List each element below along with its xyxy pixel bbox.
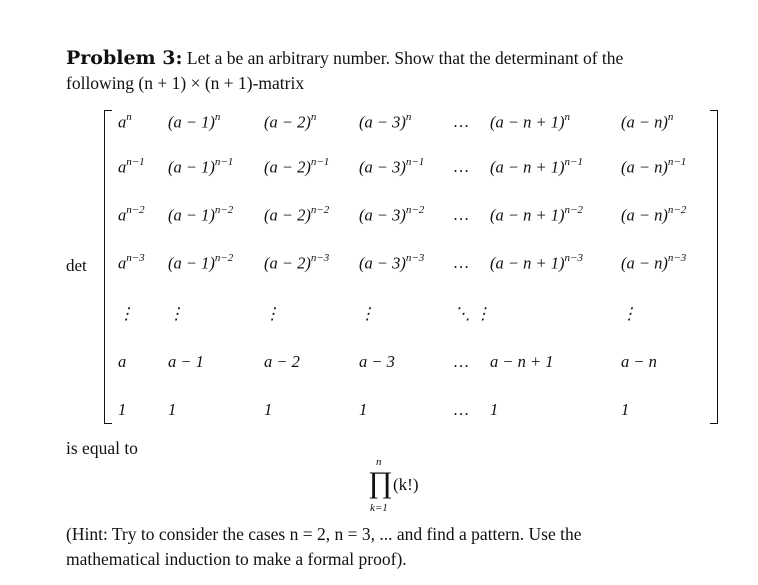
matrix-cell xyxy=(359,112,411,133)
matrix-cell xyxy=(490,253,583,274)
matrix-cell-base: 1 xyxy=(168,400,177,419)
matrix-cell-base: a − 1 xyxy=(168,352,204,371)
matrix-cell xyxy=(264,157,329,178)
hint-line1: (Hint: Try to consider the cases n = 2, n = 3, ... and find a pattern. Use the xyxy=(66,524,582,544)
matrix-cell-base: (a − n + 1) xyxy=(490,205,565,225)
matrix-cell-base: a xyxy=(118,112,127,132)
matrix-cell-base: (a − n + 1) xyxy=(490,253,565,273)
matrix-cell-base: (a − 2) xyxy=(264,205,311,225)
matrix-cell xyxy=(454,253,469,273)
matrix-cell xyxy=(168,253,233,274)
matrix-cell xyxy=(168,400,176,420)
matrix-cell xyxy=(118,400,126,420)
matrix-cell xyxy=(168,112,220,133)
matrix-cell xyxy=(168,304,185,324)
matrix-cell-base: (a − 3) xyxy=(359,157,406,177)
product-lower-limit: k=1 xyxy=(370,502,388,514)
matrix-cell-base: ⋮ xyxy=(621,304,638,323)
matrix-cell xyxy=(118,205,145,226)
matrix-cell-base: 1 xyxy=(490,400,499,419)
matrix-cell-exponent: n−2 xyxy=(214,204,234,216)
matrix-cell-exponent: n xyxy=(310,111,317,123)
matrix-cell-exponent: n−2 xyxy=(126,204,145,216)
problem-statement xyxy=(66,46,730,96)
matrix-cell xyxy=(118,352,126,372)
matrix-cell xyxy=(118,157,145,178)
matrix-cell-base: … xyxy=(454,157,469,176)
matrix-cell-base: 1 xyxy=(621,400,630,419)
matrix-cell xyxy=(454,112,469,132)
matrix-cell-exponent: n xyxy=(564,111,571,123)
matrix-cell-base: ⋮ xyxy=(359,304,376,323)
matrix-cell-exponent: n xyxy=(405,111,412,123)
matrix-cell-exponent: n−3 xyxy=(564,252,583,264)
matrix-cell xyxy=(359,253,424,274)
matrix-cell-base: (a − 3) xyxy=(359,205,406,225)
matrix-cell xyxy=(359,304,376,324)
matrix-cell xyxy=(490,205,583,226)
matrix-cell-exponent: n−1 xyxy=(405,156,425,168)
matrix-cell-base: (a − 1) xyxy=(168,205,215,225)
matrix-cell xyxy=(264,352,300,372)
matrix-cell-base: (a − n) xyxy=(621,253,668,273)
matrix-cell-base: a − 2 xyxy=(264,352,300,371)
matrix-cell-base: (a − 3) xyxy=(359,253,406,273)
product-argument: (k!) xyxy=(393,475,419,494)
matrix-cell xyxy=(490,157,583,178)
matrix-cell-base: (a − n + 1) xyxy=(490,112,565,132)
matrix-cell-base: (a − 1) xyxy=(168,112,215,132)
matrix-cell xyxy=(359,205,424,226)
matrix-cell-base: a − n xyxy=(621,352,657,371)
matrix-cell-exponent: n−1 xyxy=(214,156,234,168)
matrix-cell xyxy=(264,205,329,226)
matrix-cell-exponent: n−1 xyxy=(667,156,687,168)
matrix-cell xyxy=(454,205,469,225)
matrix-cell xyxy=(359,400,367,420)
matrix-cell-base: (a − n) xyxy=(621,205,668,225)
matrix-cell-base: a xyxy=(118,352,127,371)
matrix-cell xyxy=(359,157,424,178)
matrix-cell-exponent: n−3 xyxy=(405,252,425,264)
matrix-right-bracket xyxy=(710,110,718,424)
matrix-cell xyxy=(359,352,395,372)
matrix-cell-exponent: n−1 xyxy=(126,156,145,168)
matrix-cell xyxy=(621,400,629,420)
matrix-cell xyxy=(264,112,316,133)
matrix-cell xyxy=(621,205,686,226)
matrix-cell-exponent: n xyxy=(126,111,132,123)
matrix-cell-base: a − n + 1 xyxy=(490,352,554,371)
matrix-cell-exponent: n−2 xyxy=(214,252,234,264)
matrix-cell-base: (a − 1) xyxy=(168,157,215,177)
matrix-cell xyxy=(621,304,638,324)
matrix-cell xyxy=(490,112,570,133)
matrix-cell-exponent: n xyxy=(214,111,221,123)
matrix-cell xyxy=(621,253,686,274)
matrix-cell xyxy=(118,304,135,324)
product-symbol: ∏ xyxy=(368,466,393,499)
matrix-cell-exponent: n−1 xyxy=(564,156,583,168)
matrix-cell-base: (a − 2) xyxy=(264,157,311,177)
matrix-cell-base: (a − n + 1) xyxy=(490,157,565,177)
matrix-cell-exponent: n−3 xyxy=(310,252,330,264)
matrix-cell xyxy=(454,352,469,372)
hint-line2: mathematical induction to make a formal proof). xyxy=(66,549,407,569)
matrix-cell-base: (a − n) xyxy=(621,157,668,177)
matrix-cell-base: (a − 2) xyxy=(264,253,311,273)
matrix-cell xyxy=(490,352,554,372)
matrix-cell-base: (a − 3) xyxy=(359,112,406,132)
matrix-cell-base: a xyxy=(118,205,127,225)
matrix-cell-exponent: n−2 xyxy=(405,204,425,216)
matrix-cell-base: ⋮ xyxy=(264,304,281,323)
matrix-cell-exponent: n−2 xyxy=(667,204,687,216)
problem-text-line1: Let a be an arbitrary number. Show that the determinant of the xyxy=(186,48,624,68)
matrix-cell-exponent: n xyxy=(667,111,674,123)
matrix-cell xyxy=(264,253,329,274)
matrix-cell-base: … xyxy=(454,253,469,272)
matrix-cell-exponent: n−2 xyxy=(564,204,583,216)
matrix-cell-base: a xyxy=(118,253,127,273)
problem-label: Problem 3: xyxy=(66,47,183,69)
matrix-cell xyxy=(264,304,281,324)
product-upper-limit: n xyxy=(376,456,382,468)
matrix-cell xyxy=(490,400,498,420)
equal-to-text: is equal to xyxy=(66,438,138,458)
matrix-cell xyxy=(118,112,132,133)
matrix-cell xyxy=(264,400,272,420)
matrix-cell-base: … xyxy=(454,400,469,419)
matrix-left-bracket xyxy=(104,110,112,424)
matrix-cell xyxy=(621,112,673,133)
matrix-cell-base: … xyxy=(454,205,469,224)
matrix-cell-base: 1 xyxy=(118,400,127,419)
matrix-cell-base: … xyxy=(454,112,469,131)
matrix-cell-exponent: n−1 xyxy=(310,156,330,168)
matrix-cell-base: ⋮ xyxy=(168,304,185,323)
matrix-cell xyxy=(118,253,145,274)
matrix-cell-base: (a − n) xyxy=(621,112,668,132)
matrix-cell xyxy=(454,157,469,177)
matrix-cell xyxy=(168,157,233,178)
matrix-cell-base: a − 3 xyxy=(359,352,395,371)
matrix-cell xyxy=(454,400,469,420)
matrix-cell-base: ⋱ ⋮ xyxy=(454,304,492,323)
matrix-cell-exponent: n−2 xyxy=(310,204,330,216)
matrix-cell-base: ⋮ xyxy=(118,304,135,323)
matrix-cell-base: (a − 1) xyxy=(168,253,215,273)
matrix-cell-base: (a − 2) xyxy=(264,112,311,132)
matrix-cell xyxy=(454,304,491,324)
hint-text xyxy=(66,522,730,572)
matrix-cell xyxy=(621,352,657,372)
matrix-cell xyxy=(168,352,204,372)
matrix-cell-base: 1 xyxy=(264,400,273,419)
det-label: det xyxy=(66,256,87,275)
matrix-cell-exponent: n−3 xyxy=(667,252,687,264)
problem-text-line2: following (n + 1) × (n + 1)-matrix xyxy=(66,73,305,93)
matrix-cell xyxy=(621,157,686,178)
matrix-cell-base: … xyxy=(454,352,469,371)
matrix-cell-base: a xyxy=(118,157,127,177)
matrix-cell xyxy=(168,205,233,226)
matrix-cell-exponent: n−3 xyxy=(126,252,145,264)
matrix-cell-base: 1 xyxy=(359,400,368,419)
